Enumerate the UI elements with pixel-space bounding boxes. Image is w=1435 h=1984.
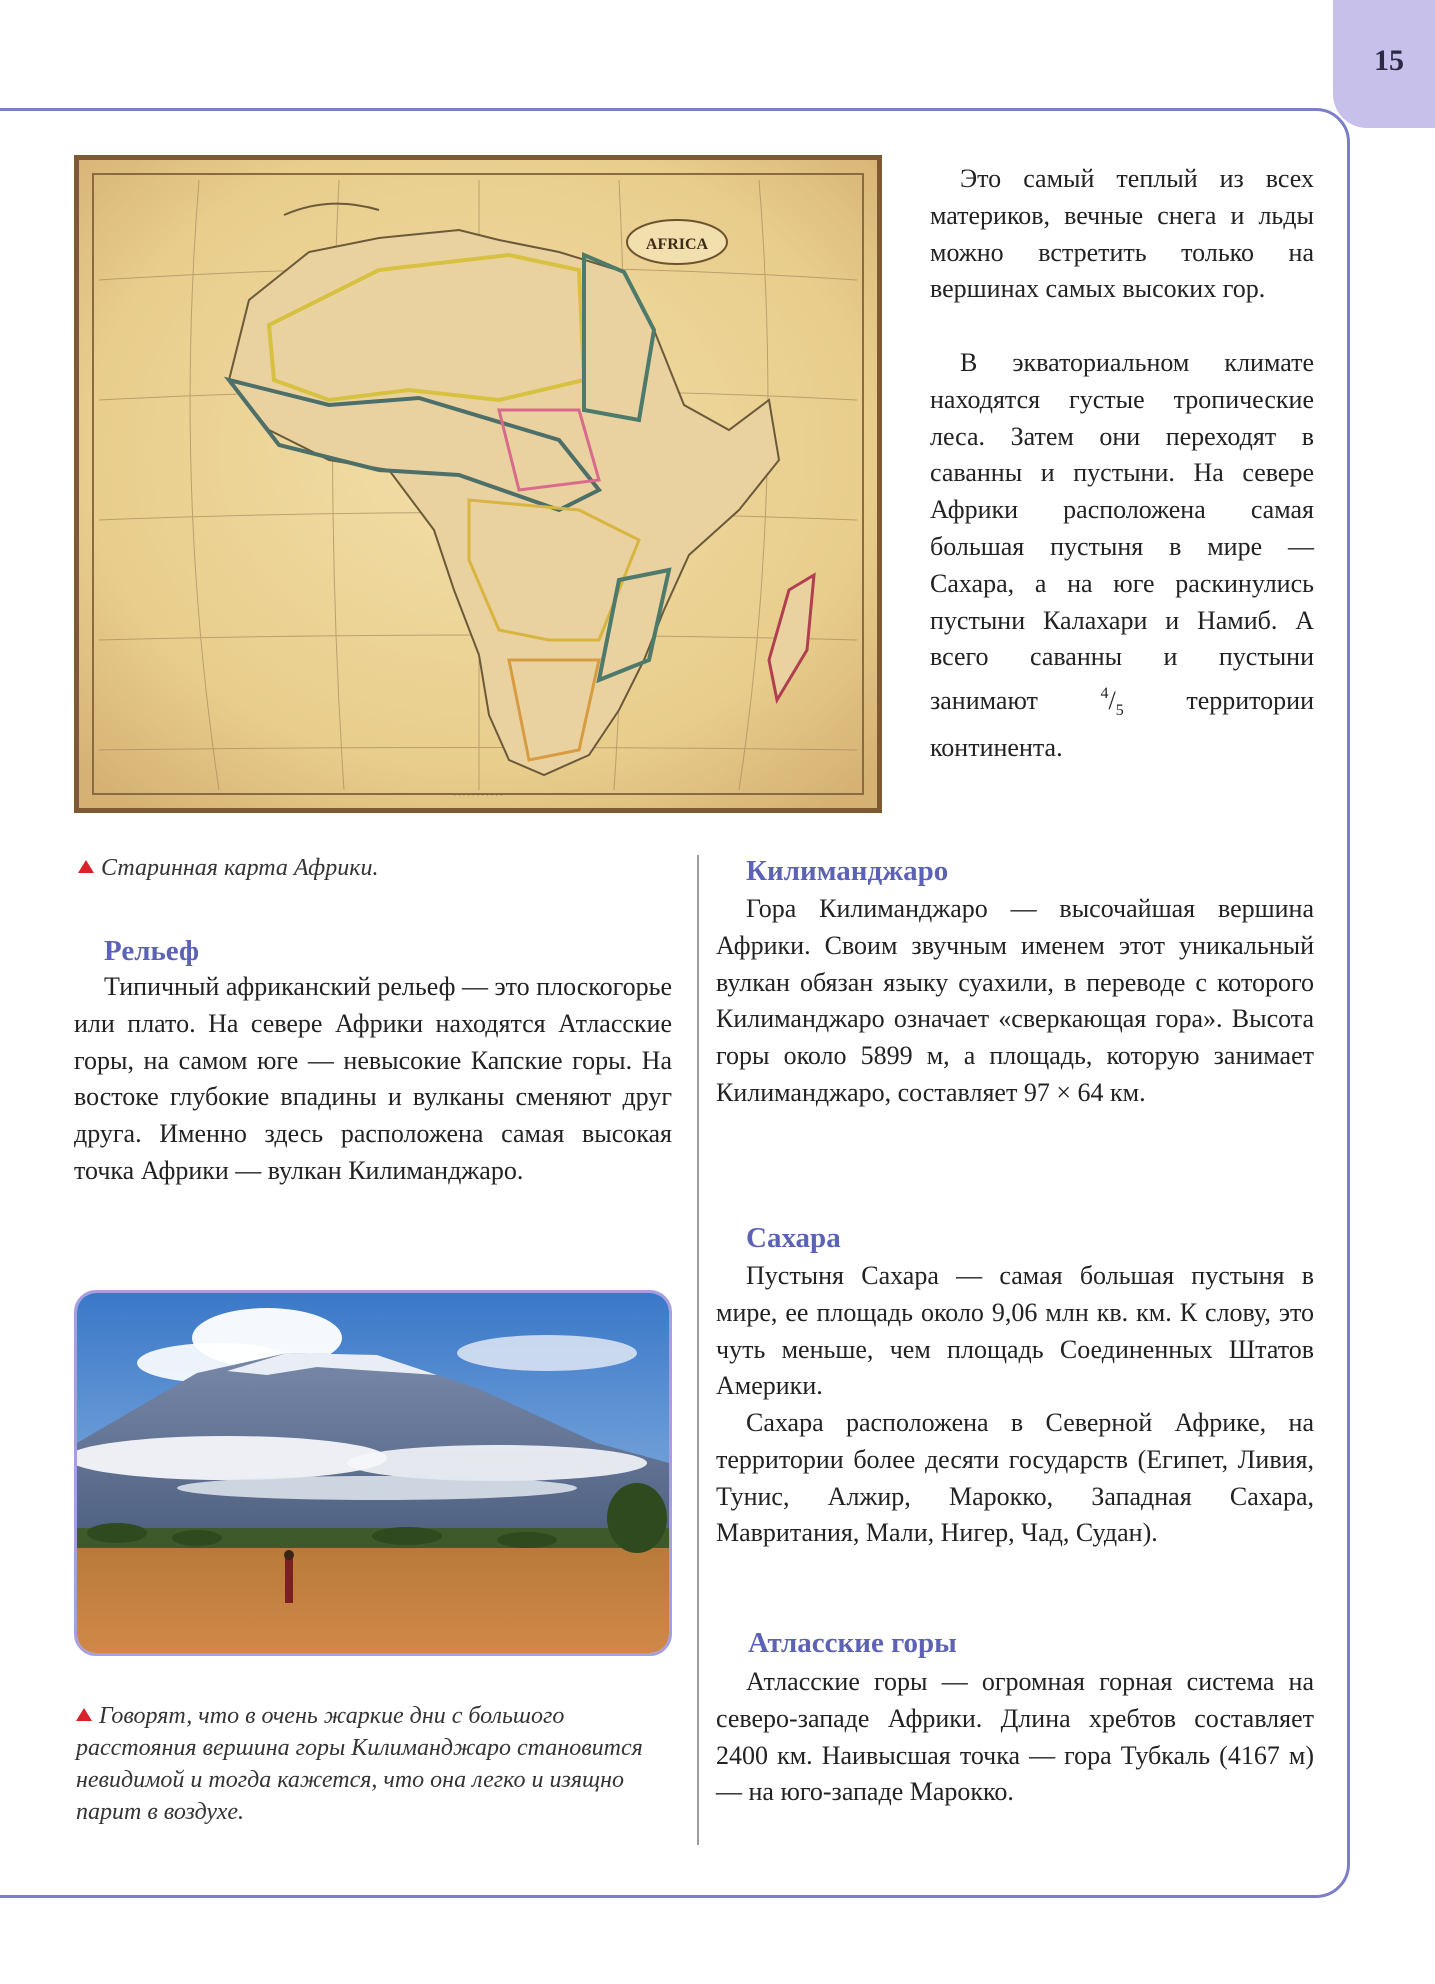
atlas-heading: Атласские горы <box>748 1627 957 1659</box>
intro-paragraph-2: В экваториальном климате находятся густые тропические леса. Затем они переходят в саванны и пустыни. На севере Африки расположена самая большая пустыня в мире — Сахара, а на юге раскинулись пустыни Калахари и Намиб. А всего саванны и пустыни занимают $^4/_5$ территории континента. <box>930 348 1314 762</box>
map-caption: Старинная карта Африки. <box>78 852 638 884</box>
old-africa-map <box>74 155 882 813</box>
kilimanjaro-photo <box>74 1290 672 1656</box>
relief-paragraph: Типичный африканский рельеф — это плоскогорье или плато. На севере Африки находятся Атласские горы, на самом юге — невысокие Капские горы. На востоке глубокие впадины и вулканы сменяют друг друга. Именно здесь расположена самая высокая точка Африки — вулкан Килиманджаро. <box>74 972 672 1185</box>
page-number: 15 <box>1374 44 1404 77</box>
relief-heading: Рельеф <box>104 935 200 967</box>
map-label: AFRICA <box>645 236 709 253</box>
intro-paragraph-1: Это самый теплый из всех материков, вечные снега и льды можно встретить только на вершинах самых высоких гор. <box>930 164 1314 304</box>
fraction-numerator: 4 <box>1100 685 1109 703</box>
red-triangle-icon <box>76 1708 92 1721</box>
photo-caption: Говорят, что в очень жаркие дни с большого расстояния вершина горы Килиманджаро становится невидимой и тогда кажется, что она легко и изящно парит в воздухе. <box>76 1703 643 1825</box>
sahara-heading: Сахара <box>746 1222 841 1254</box>
kilimanjaro-heading: Килиманджаро <box>746 855 949 887</box>
atlas-paragraph: Атласские горы — огромная горная система на северо-западе Африки. Длина хребтов составляет 2400 км. Наивысшая точка — гора Тубкаль (4167 м) — на юго-западе Марокко. <box>716 1667 1314 1807</box>
kilimanjaro-paragraph: Гора Килиманджаро — высочайшая вершина Африки. Своим звучным именем этот уникальный вулкан обязан языку суахили, в переводе с которого Килиманджаро означает «сверкающая гора». Высота горы около 5899 м, а площадь, которую занимает Килиманджаро, составляет 97 × 64 км. <box>716 894 1314 1107</box>
red-triangle-icon <box>78 860 94 873</box>
sahara-paragraph-1: Пустыня Сахара — самая большая пустыня в мире, ее площадь около 9,06 млн кв. км. К слову, это чуть меньше, чем площадь Соединенных Штатов Америки. <box>716 1261 1314 1401</box>
fraction-denominator: 5 <box>1115 702 1124 720</box>
sahara-paragraph-2: Сахара расположена в Северной Африке, на территории более десяти государств (Египет, Ливия, Тунис, Алжир, Марокко, Западная Сахара, Мавритания, Мали, Нигер, Чад, Судан). <box>716 1408 1314 1548</box>
svg-text:· · · · · · · · · · ·: · · · · · · · · · · · <box>453 791 503 800</box>
column-divider <box>697 855 699 1845</box>
